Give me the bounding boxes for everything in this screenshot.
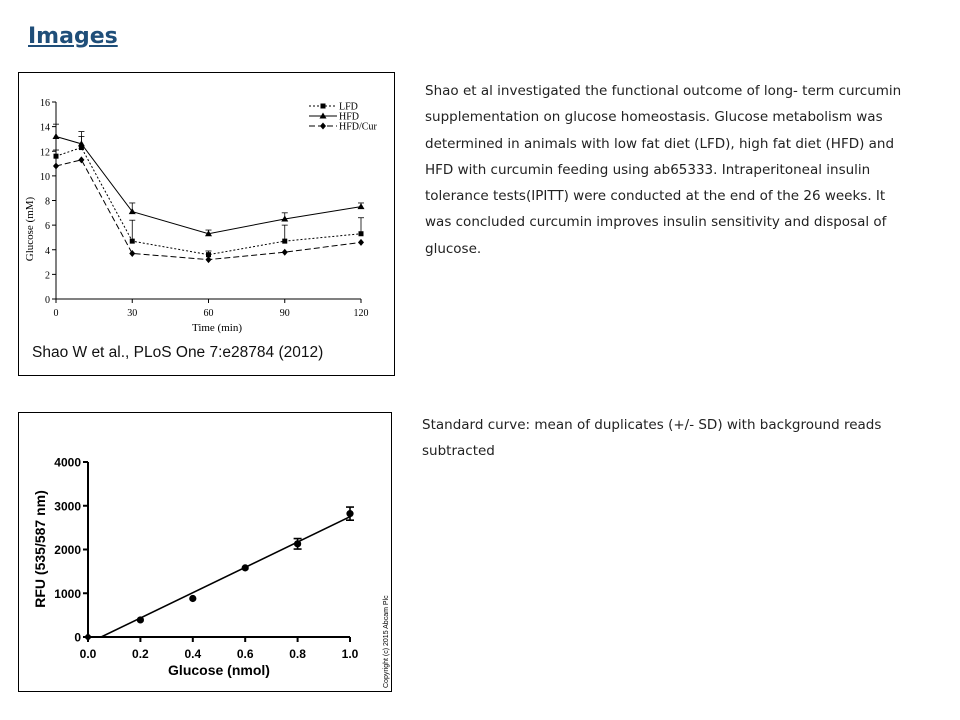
y-tick-label: 16 — [40, 98, 50, 109]
x-axis-label: Time (min) — [191, 322, 243, 334]
y-tick-label: 2 — [45, 270, 50, 282]
y-tick-label: 2000 — [54, 543, 81, 557]
y-tick-label: 8 — [45, 196, 50, 208]
x-tick-label: 0.8 — [289, 647, 306, 661]
y-axis-label: Glucose (mM) — [24, 196, 36, 262]
glucose-line-chart — [19, 73, 394, 375]
series-hfd-cur — [53, 156, 364, 263]
series-line — [56, 160, 361, 260]
page-title: Images — [28, 24, 118, 49]
legend-marker — [320, 123, 326, 130]
data-point — [189, 595, 196, 602]
x-tick-label: 1.0 — [341, 647, 359, 661]
data-point — [137, 616, 144, 623]
copyright-text: Copyright (c) 2015 Abcam Plc — [383, 595, 390, 688]
x-tick-label: 0.6 — [236, 647, 254, 661]
y-tick-label: 12 — [40, 147, 50, 159]
x-tick-label: 0 — [53, 308, 59, 319]
y-axis-label: RFU (535/587 nm) — [32, 490, 48, 608]
y-tick-label: 10 — [40, 171, 50, 183]
y-tick-label: 3000 — [54, 499, 81, 514]
data-point — [53, 163, 59, 170]
data-point — [359, 231, 364, 236]
x-tick-label: 30 — [127, 308, 138, 319]
figure-panel-standard-curve — [18, 412, 392, 692]
y-tick-label: 6 — [45, 221, 50, 233]
series-lfd — [53, 136, 364, 257]
figure-description: Standard curve: mean of duplicates (+/- SD) with background reads subtracted — [422, 417, 882, 460]
data-point — [294, 540, 301, 547]
x-tick-label: 120 — [353, 308, 369, 319]
data-point — [282, 249, 288, 256]
data-point — [78, 156, 84, 163]
data-point — [358, 239, 364, 246]
data-point — [346, 510, 353, 517]
data-point — [282, 239, 287, 244]
y-tick-label: 0 — [45, 295, 50, 306]
standard-curve-chart — [19, 413, 391, 691]
y-tick-label: 0 — [74, 630, 81, 645]
data-point — [242, 564, 249, 571]
figure-description: Shao et al investigated the functional outcome of long- term curcumin supplementation on glucose homeostasis. Glucose metabolism was determined in animals with low fat diet (LFD), high fat diet (HFD) and HFD with curcumin feeding using ab65333. Intraperitoneal insulin tolerance tests(IPITT) were conducted at the end of the 26 weeks. It was concluded curcumin improves insulin sensitivity and disposal of glucose. — [425, 83, 902, 257]
y-tick-label: 1000 — [54, 586, 81, 601]
y-tick-label: 4 — [45, 245, 50, 257]
x-tick-label: 90 — [279, 308, 290, 319]
citation-text: Shao W et al., PLoS One 7:e28784 (2012) — [32, 344, 324, 361]
x-tick-label: 0.2 — [132, 647, 149, 661]
x-tick-label: 0.4 — [184, 647, 202, 661]
y-tick-label: 14 — [40, 122, 50, 134]
legend-label: HFD — [339, 111, 360, 123]
legend-marker — [321, 104, 326, 109]
x-tick-label: 60 — [203, 308, 214, 319]
legend-label: LFD — [339, 101, 358, 113]
data-point — [84, 633, 92, 641]
data-point — [130, 239, 135, 244]
x-tick-label: 0.0 — [79, 647, 97, 661]
x-axis-label: Glucose (nmol) — [168, 662, 270, 678]
data-point — [129, 250, 135, 257]
legend-label: HFD/Cur — [339, 121, 377, 133]
figure-panel-glucose-tolerance — [18, 72, 395, 376]
data-point — [358, 203, 365, 209]
data-point — [53, 133, 60, 139]
data-point — [54, 154, 59, 159]
y-tick-label: 4000 — [54, 455, 81, 470]
series-line — [56, 148, 361, 255]
